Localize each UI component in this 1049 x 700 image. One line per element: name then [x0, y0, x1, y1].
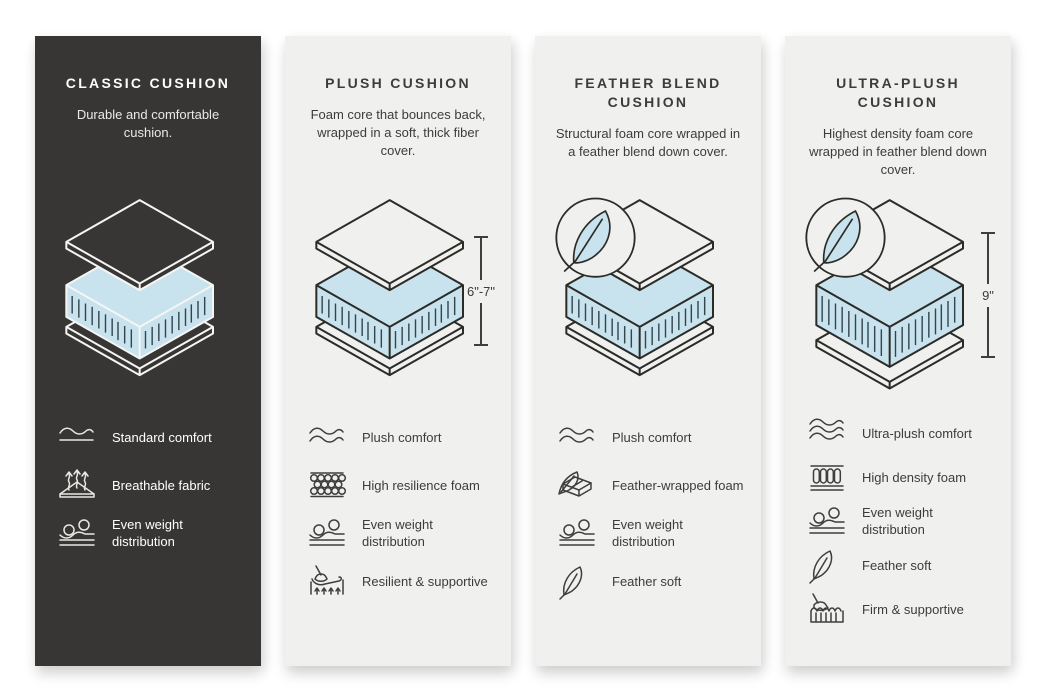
feature-label: Breathable fabric: [112, 477, 211, 493]
illustration-area: [801, 180, 995, 412]
cushion-layers-illustration: [552, 196, 744, 396]
firm-support-icon: [807, 592, 847, 628]
panel-feather-blend-cushion: [535, 36, 761, 666]
feature-row: [57, 468, 245, 504]
feather-badge: [556, 199, 634, 277]
feather-badge: [806, 199, 884, 277]
illustration-area: [51, 180, 245, 412]
feature-label: Firm & supportive: [862, 601, 964, 617]
ultra-waves-icon: [807, 416, 847, 452]
feature-row: [807, 416, 995, 452]
measure-line: [987, 234, 989, 284]
feature-row: [807, 504, 995, 540]
breathable-fabric-icon: [57, 468, 97, 504]
panel-classic-cushion: [35, 36, 261, 666]
measure-cap-bottom: [474, 344, 488, 346]
illustration-area: [551, 180, 745, 412]
feature-row: [807, 460, 995, 496]
plush-waves-icon: [557, 420, 597, 456]
panel-plush-cushion: [285, 36, 511, 666]
feature-label: Feather-wrapped foam: [612, 477, 744, 493]
panel-header: [801, 74, 995, 180]
height-measurement: [981, 232, 995, 358]
feature-list: [301, 420, 495, 600]
height-measurement: [467, 236, 495, 346]
feature-row: [557, 420, 745, 456]
wave-comfort-icon: [57, 420, 97, 456]
feature-label: Even weight distribution: [112, 517, 183, 549]
feature-row: [307, 420, 495, 456]
feature-label: Resilient & supportive: [362, 573, 488, 589]
panel-description: Structural foam core wrapped in a feather blend down cover.: [555, 125, 741, 159]
feature-label: Even weight distribution: [362, 517, 433, 549]
measure-label: 9": [982, 287, 994, 303]
panel-title: FEATHER BLEND CUSHION: [574, 75, 722, 110]
feature-label: Plush comfort: [362, 429, 442, 445]
feature-label: Plush comfort: [612, 429, 692, 445]
feather-icon: [557, 564, 597, 600]
feature-row: [557, 564, 745, 600]
feature-label: Even weight distribution: [862, 505, 933, 537]
panel-description: Durable and comfortable cushion.: [76, 106, 220, 141]
feature-row: [57, 516, 245, 552]
panel-header: [551, 74, 745, 180]
plush-waves-icon: [307, 420, 347, 456]
illustration-area: [301, 180, 495, 412]
feature-row: [807, 548, 995, 584]
feature-label: Feather soft: [612, 573, 682, 589]
feature-row: [307, 564, 495, 600]
weight-distribution-icon: [807, 504, 847, 540]
density-foam-icon: [807, 460, 847, 496]
feature-row: [307, 468, 495, 504]
cushion-layers-illustration: [802, 196, 994, 396]
panel-ultra-plush-cushion: [785, 36, 1011, 666]
feature-list: [551, 420, 745, 600]
panel-title: ULTRA-PLUSH CUSHION: [836, 75, 960, 110]
weight-distribution-icon: [57, 516, 97, 552]
feature-label: Even weight distribution: [612, 517, 683, 549]
panel-header: [51, 74, 245, 180]
measure-line: [480, 238, 482, 280]
cushion-layers-illustration: [302, 196, 494, 396]
feature-row: [807, 592, 995, 628]
feature-label: Feather soft: [862, 557, 932, 573]
measure-line: [480, 303, 482, 345]
panel-description: Highest density foam core wrapped in feather blend down cover.: [809, 125, 987, 178]
feature-list: [51, 420, 245, 552]
measure-label: 6"-7": [466, 283, 495, 299]
feature-label: High resilience foam: [362, 477, 480, 493]
measure-cap-bottom: [981, 356, 995, 358]
feature-row: [307, 516, 495, 552]
weight-distribution-icon: [557, 516, 597, 552]
panel-header: [301, 74, 495, 180]
feather-icon: [807, 548, 847, 584]
panel-description: Foam core that bounces back, wrapped in a soft, thick fiber cover.: [310, 106, 486, 159]
feature-label: Standard comfort: [112, 429, 212, 445]
weight-distribution-icon: [307, 516, 347, 552]
feature-label: Ultra-plush comfort: [862, 425, 972, 441]
panel-title: CLASSIC CUSHION: [65, 75, 231, 91]
cushion-layers-illustration: [52, 196, 244, 396]
panel-title: PLUSH CUSHION: [325, 75, 471, 91]
measure-line: [987, 307, 989, 357]
feature-row: [557, 468, 745, 504]
feature-row: [57, 420, 245, 456]
feature-list: [801, 416, 995, 628]
feature-row: [557, 516, 745, 552]
resilient-support-icon: [307, 564, 347, 600]
foam-cells-icon: [307, 468, 347, 504]
feature-label: High density foam: [862, 469, 967, 485]
feather-foam-icon: [557, 468, 597, 504]
